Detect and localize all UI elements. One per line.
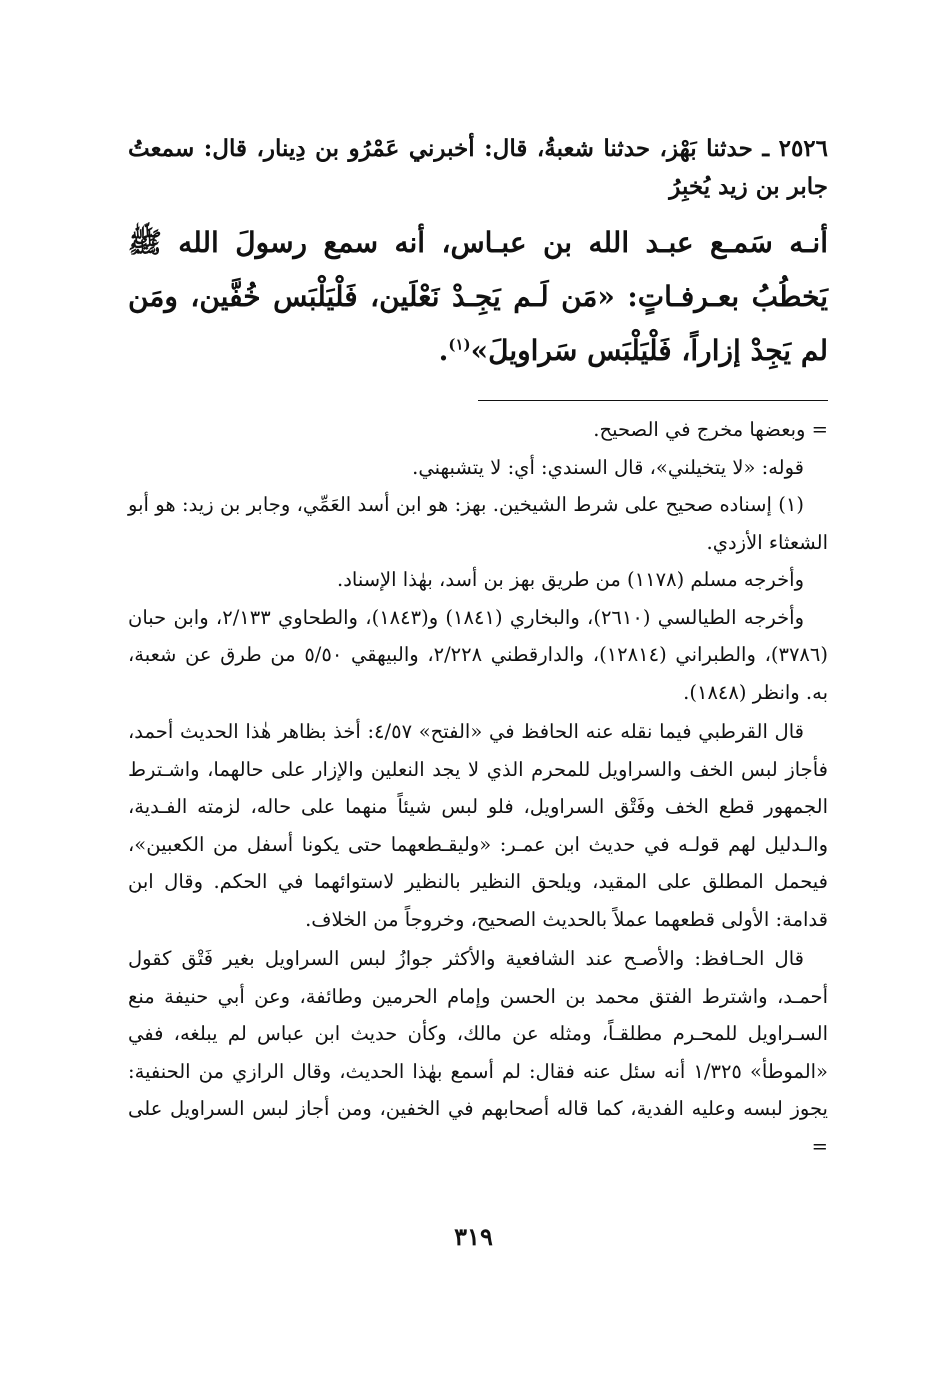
footnote-qurtubi: قال القرطبي فيما نقله عنه الحافظ في «الفتح» ٤/٥٧: أخذ بظاهر هٰذا الحديث أحمد، فأجاز لبس الخف والسراويل للمحرم الذي لا يجد النعلين والإزار على حالهما، واشـترط الجمهور قطع الخف وفَتْق السراويل، فلو لبس شيئاً منهما على حاله، لزمته الفـدية، والـدليل لهم قولـه في حديث ابن عمـر: «وليقـطعهما حتى يكونا أسفل من الكعبين»، فيحمل المطلق على المقيد، ويلحق النظير بالنظير لاستوائهما في الحكم. وقال ابن قدامة: الأولى قطعهما عملاً بالحديث الصحيح، وخروجاً من الخلاف.: [128, 720, 828, 931]
footnotes: [128, 411, 828, 1165]
footnote-1-takhrij: وأخرجه الطيالسي (٢٦١٠)، والبخاري (١٨٤١) و(١٨٤٣)، والطحاوي ٢/١٣٣، وابن حبان (٣٧٨٦)، والطبراني (١٢٨١٤)، والدارقطني ٢/٢٢٨، والبيهقي ٥/٥٠ من طرق عن شعبة، به. وانظر (١٨٤٨).: [128, 605, 828, 704]
page-body: [128, 130, 828, 1165]
matn-end: .: [438, 334, 449, 367]
footnote-1-muslim: وأخرجه مسلم (١١٧٨) من طريق بهز بن أسد، بهٰذا الإسناد.: [337, 568, 804, 591]
footnote-1-isnad: (١) إسناده صحيح على شرط الشيخين. بهز: هو ابن أسد العَمِّي، وجابر بن زيد: هو أبو الشعثاء الأزدي.: [128, 493, 828, 554]
matn-text: أنـه سَمـع عبـد الله بن عبـاس، أنه سمع رسولَ الله ﷺ يَخطُبُ بعـرفـاتٍ: «مَن لَـم يَجِـدْ نَعْلَين، فَلْيَلْبَس خُفَّين، ومَن لم يَجِدْ إزاراً، فَلْيَلْبَس سَراويلَ»: [128, 226, 828, 367]
footnote-divider: [478, 400, 828, 401]
hadith-number: ٢٥٢٦: [778, 135, 829, 162]
hadith-matn: [128, 216, 828, 378]
isnad-text: ـ حدثنا بَهْز، حدثنا شعبةُ، قال: أخبرني عَمْرُو بن دِينار، قال: سمعتُ جابر بن زيد يُخبِرُ: [128, 135, 828, 200]
footnote-hafiz: قال الحـافظ: والأصـح عند الشافعية والأكثر جوازُ لبس السراويل بغير فَتْق كقول أحمـد، واشترط الفتق محمد بن الحسن وإمام الحرمين وطائفة، وعن أبي حنيفة منع السـراويل للمحـرم مطلقـاً، ومثله عن مالك، وكأن حديث ابن عباس لم يبلغه، ففي «الموطأ» ١/٣٢٥ أنه سئل عنه فقال: لم أسمع بهٰذا الحديث، وقال الرازي من الحنفية: يجوز لبسه وعليه الفدية، كما قاله أصحابهم في الخفين، ومن أجاز لبس السراويل على =: [128, 947, 828, 1158]
footnote-qawluh: قوله: «لا يتخيلني»، قال السندي: أي: لا يتشبهني.: [412, 455, 804, 479]
page-number: ٣١٩: [454, 1222, 493, 1251]
footnote-continuation: = وبعضها مخرج في الصحيح.: [593, 418, 828, 441]
hadith-isnad: [128, 130, 828, 206]
footnote-ref: (١): [448, 335, 471, 354]
